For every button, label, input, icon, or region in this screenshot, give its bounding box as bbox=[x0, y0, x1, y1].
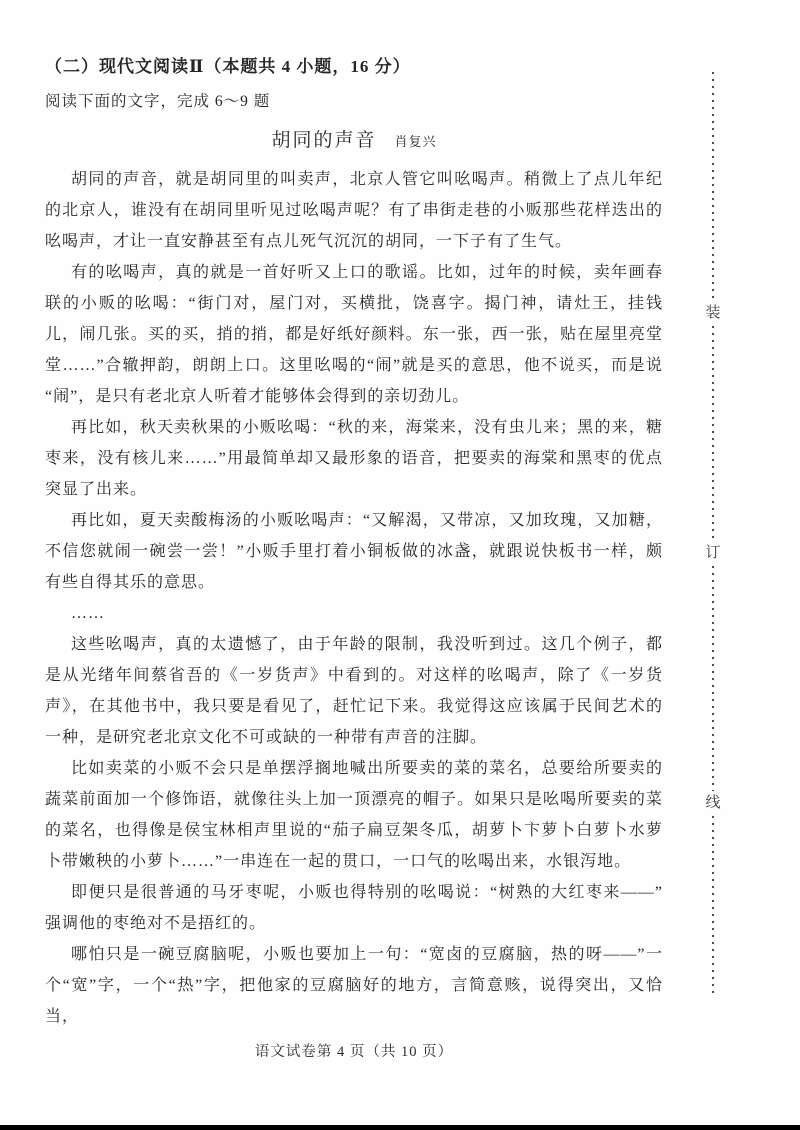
paragraph: 这些吆喝声，真的太遗憾了，由于年龄的限制，我没听到过。这几个例子，都是从光绪年间蔡省吾的《一岁货声》中看到的。对这样的吆喝声，除了《一岁货声》，在其他书中，我只要是看见了，赶忙记下来。我觉得这应该属于民间艺术的一种，是研究老北京文化不可或缺的一种带有声音的注脚。 bbox=[45, 636, 663, 746]
passage-body bbox=[45, 164, 663, 1032]
paragraph: 再比如，秋天卖秋果的小贩吆喝：“秋的来，海棠来，没有虫儿来；黑的来，糖枣来，没有核儿来……”用最简单却又最形象的语音，把要卖的海棠和黑枣的优点突显了出来。 bbox=[45, 419, 663, 498]
binding-mark-ding: 订 bbox=[705, 544, 721, 561]
passage-author: 肖复兴 bbox=[394, 134, 437, 149]
reading-instruction: 阅读下面的文字，完成 6～9 题 bbox=[45, 93, 271, 110]
paragraph: 胡同的声音，就是胡同里的叫卖声，北京人管它叫吆喝声。稍微上了点儿年纪的北京人，谁没有在胡同里听见过吆喝声呢？有了串街走巷的小贩那些花样迭出的吆喝声，才让一直安静甚至有点儿死气沉沉的胡同，一下子有了生气。 bbox=[45, 171, 663, 250]
ellipsis-paragraph: …… bbox=[71, 605, 105, 622]
paragraph: 有的吆喝声，真的就是一首好听又上口的歌谣。比如，过年的时候，卖年画春联的小贩的吆喝：“街门对，屋门对，买横批，饶喜字。揭门神，请灶王，挂钱儿，闹几张。买的买，捎的捎，都是好纸好颜料。东一张，西一张，贴在屋里亮堂堂……”合辙押韵，朗朗上口。这里吆喝的“闹”就是买的意思，他不说买，而是说“闹”，是只有老北京人听着才能够体会得到的亲切劲儿。 bbox=[45, 264, 663, 405]
paragraph: 再比如，夏天卖酸梅汤的小贩吆喝声：“又解渴，又带凉，又加玫瑰，又加糖，不信您就闹一碗尝一尝！”小贩手里打着小铜板做的冰盏，就跟说快板书一样，颇有些自得其乐的意思。 bbox=[45, 512, 663, 591]
section-header: （二）现代文阅读Ⅱ（本题共 4 小题，16 分） bbox=[45, 57, 411, 76]
scan-artifact-bar bbox=[0, 1125, 800, 1130]
binding-dotted-line bbox=[712, 326, 714, 541]
binding-mark-xian: 线 bbox=[705, 795, 721, 812]
binding-dotted-line bbox=[712, 72, 714, 301]
binding-mark-zhuang: 装 bbox=[705, 304, 721, 321]
paragraph: 即便只是很普通的马牙枣呢，小贩也得特别的吆喝说：“树熟的大红枣来——”强调他的枣绝对不是捂红的。 bbox=[45, 884, 663, 932]
page-number-footer: 语文试卷第 4 页（共 10 页） bbox=[254, 1044, 454, 1060]
text-column bbox=[45, 55, 663, 1032]
title-row bbox=[45, 128, 663, 155]
binding-line-strip bbox=[704, 72, 722, 997]
paragraph: 哪怕只是一碗豆腐脑呢，小贩也要加上一句：“宽卤的豆腐脑，热的呀——”一个“宽”字，一个“热”字，把他家的豆腐脑好的地方，言简意赅，说得突出，又恰当， bbox=[45, 946, 663, 1025]
paragraph: 比如卖菜的小贩不会只是单摆浮搁地喊出所要卖的菜的菜名，总要给所要卖的蔬菜前面加一个修饰语，就像往头上加一顶漂亮的帽子。如果只是吆喝所要卖的菜的菜名，也得像是侯宝林相声里说的“茄子扁豆架冬瓜，胡萝卜卞萝卜白萝卜水萝卜带嫩秧的小萝卜……”一串连在一起的贯口，一口气的吆喝出来，水银泻地。 bbox=[45, 760, 663, 870]
binding-dotted-line bbox=[712, 566, 714, 791]
binding-dotted-line bbox=[712, 816, 714, 997]
passage-title: 胡同的声音 bbox=[271, 130, 377, 151]
